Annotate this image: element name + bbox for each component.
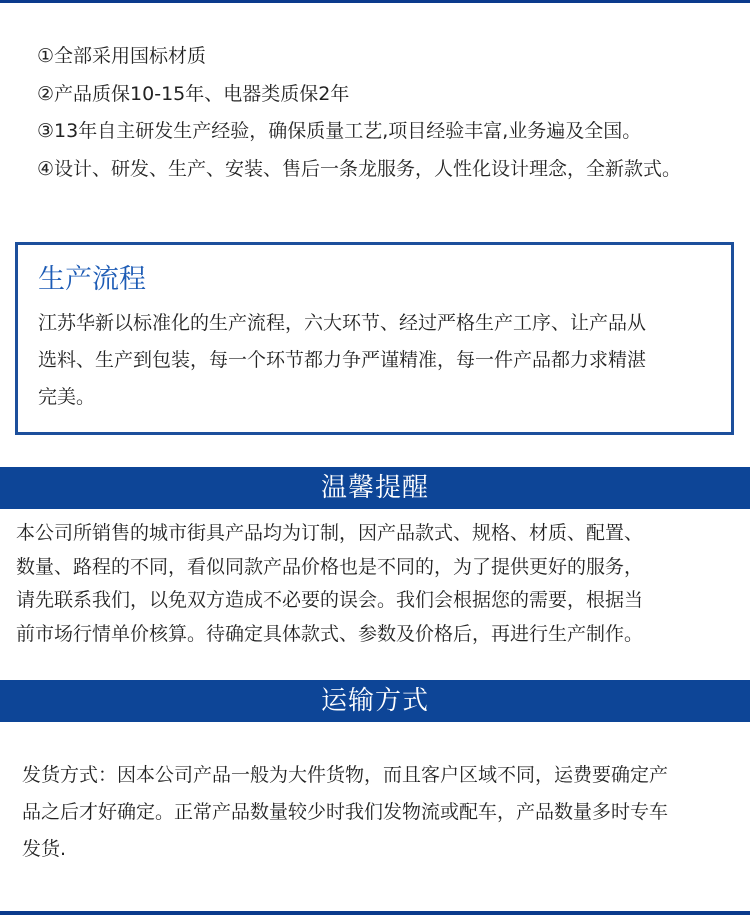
- feature-item: ②产品质保10-15年、电器类质保2年: [37, 82, 350, 105]
- paragraph-line: 选料、生产到包装，每一个环节都力争严谨精准，每一件产品都力求精湛: [38, 349, 647, 371]
- bottom-divider: [0, 911, 750, 915]
- paragraph-line: 本公司所销售的城市街具产品均为订制，因产品款式、规格、材质、配置、: [16, 522, 644, 544]
- top-divider: [0, 0, 750, 3]
- paragraph-line: 请先联系我们，以免双方造成不必要的误会。我们会根据您的需要，根据当: [16, 589, 644, 611]
- reminder-text: [16, 517, 746, 651]
- production-process-title: 生产流程: [38, 264, 146, 295]
- paragraph-line: 发货方式：因本公司产品一般为大件货物，而且客户区域不同，运费要确定产: [22, 764, 669, 786]
- shipping-text: [22, 757, 742, 868]
- feature-list: [37, 38, 742, 188]
- feature-item: ①全部采用国标材质: [37, 45, 207, 67]
- paragraph-line: 前市场行情单价核算。待确定具体款式、参数及价格后，再进行生产制作。: [16, 622, 644, 645]
- paragraph-line: 品之后才好确定。正常产品数量较少时我们发物流或配车，产品数量多时专车: [22, 801, 669, 823]
- feature-item: ③13年自主研发生产经验，确保质量工艺,项目经验丰富,业务遍及全国。: [37, 120, 642, 142]
- paragraph-line: 完美。: [38, 386, 96, 408]
- paragraph-line: 江苏华新以标准化的生产流程，六大环节、经过严格生产工序、让产品从: [38, 312, 647, 334]
- production-process-text: [38, 305, 718, 416]
- shipping-banner: 运输方式: [0, 680, 750, 722]
- paragraph-line: 发货.: [22, 838, 67, 860]
- production-process-box: [15, 242, 734, 435]
- feature-item: ④设计、研发、生产、安装、售后一条龙服务，人性化设计理念，全新款式。: [37, 157, 682, 180]
- paragraph-line: 数量、路程的不同，看似同款产品价格也是不同的，为了提供更好的服务，: [16, 555, 644, 578]
- reminder-banner: 温馨提醒: [0, 467, 750, 509]
